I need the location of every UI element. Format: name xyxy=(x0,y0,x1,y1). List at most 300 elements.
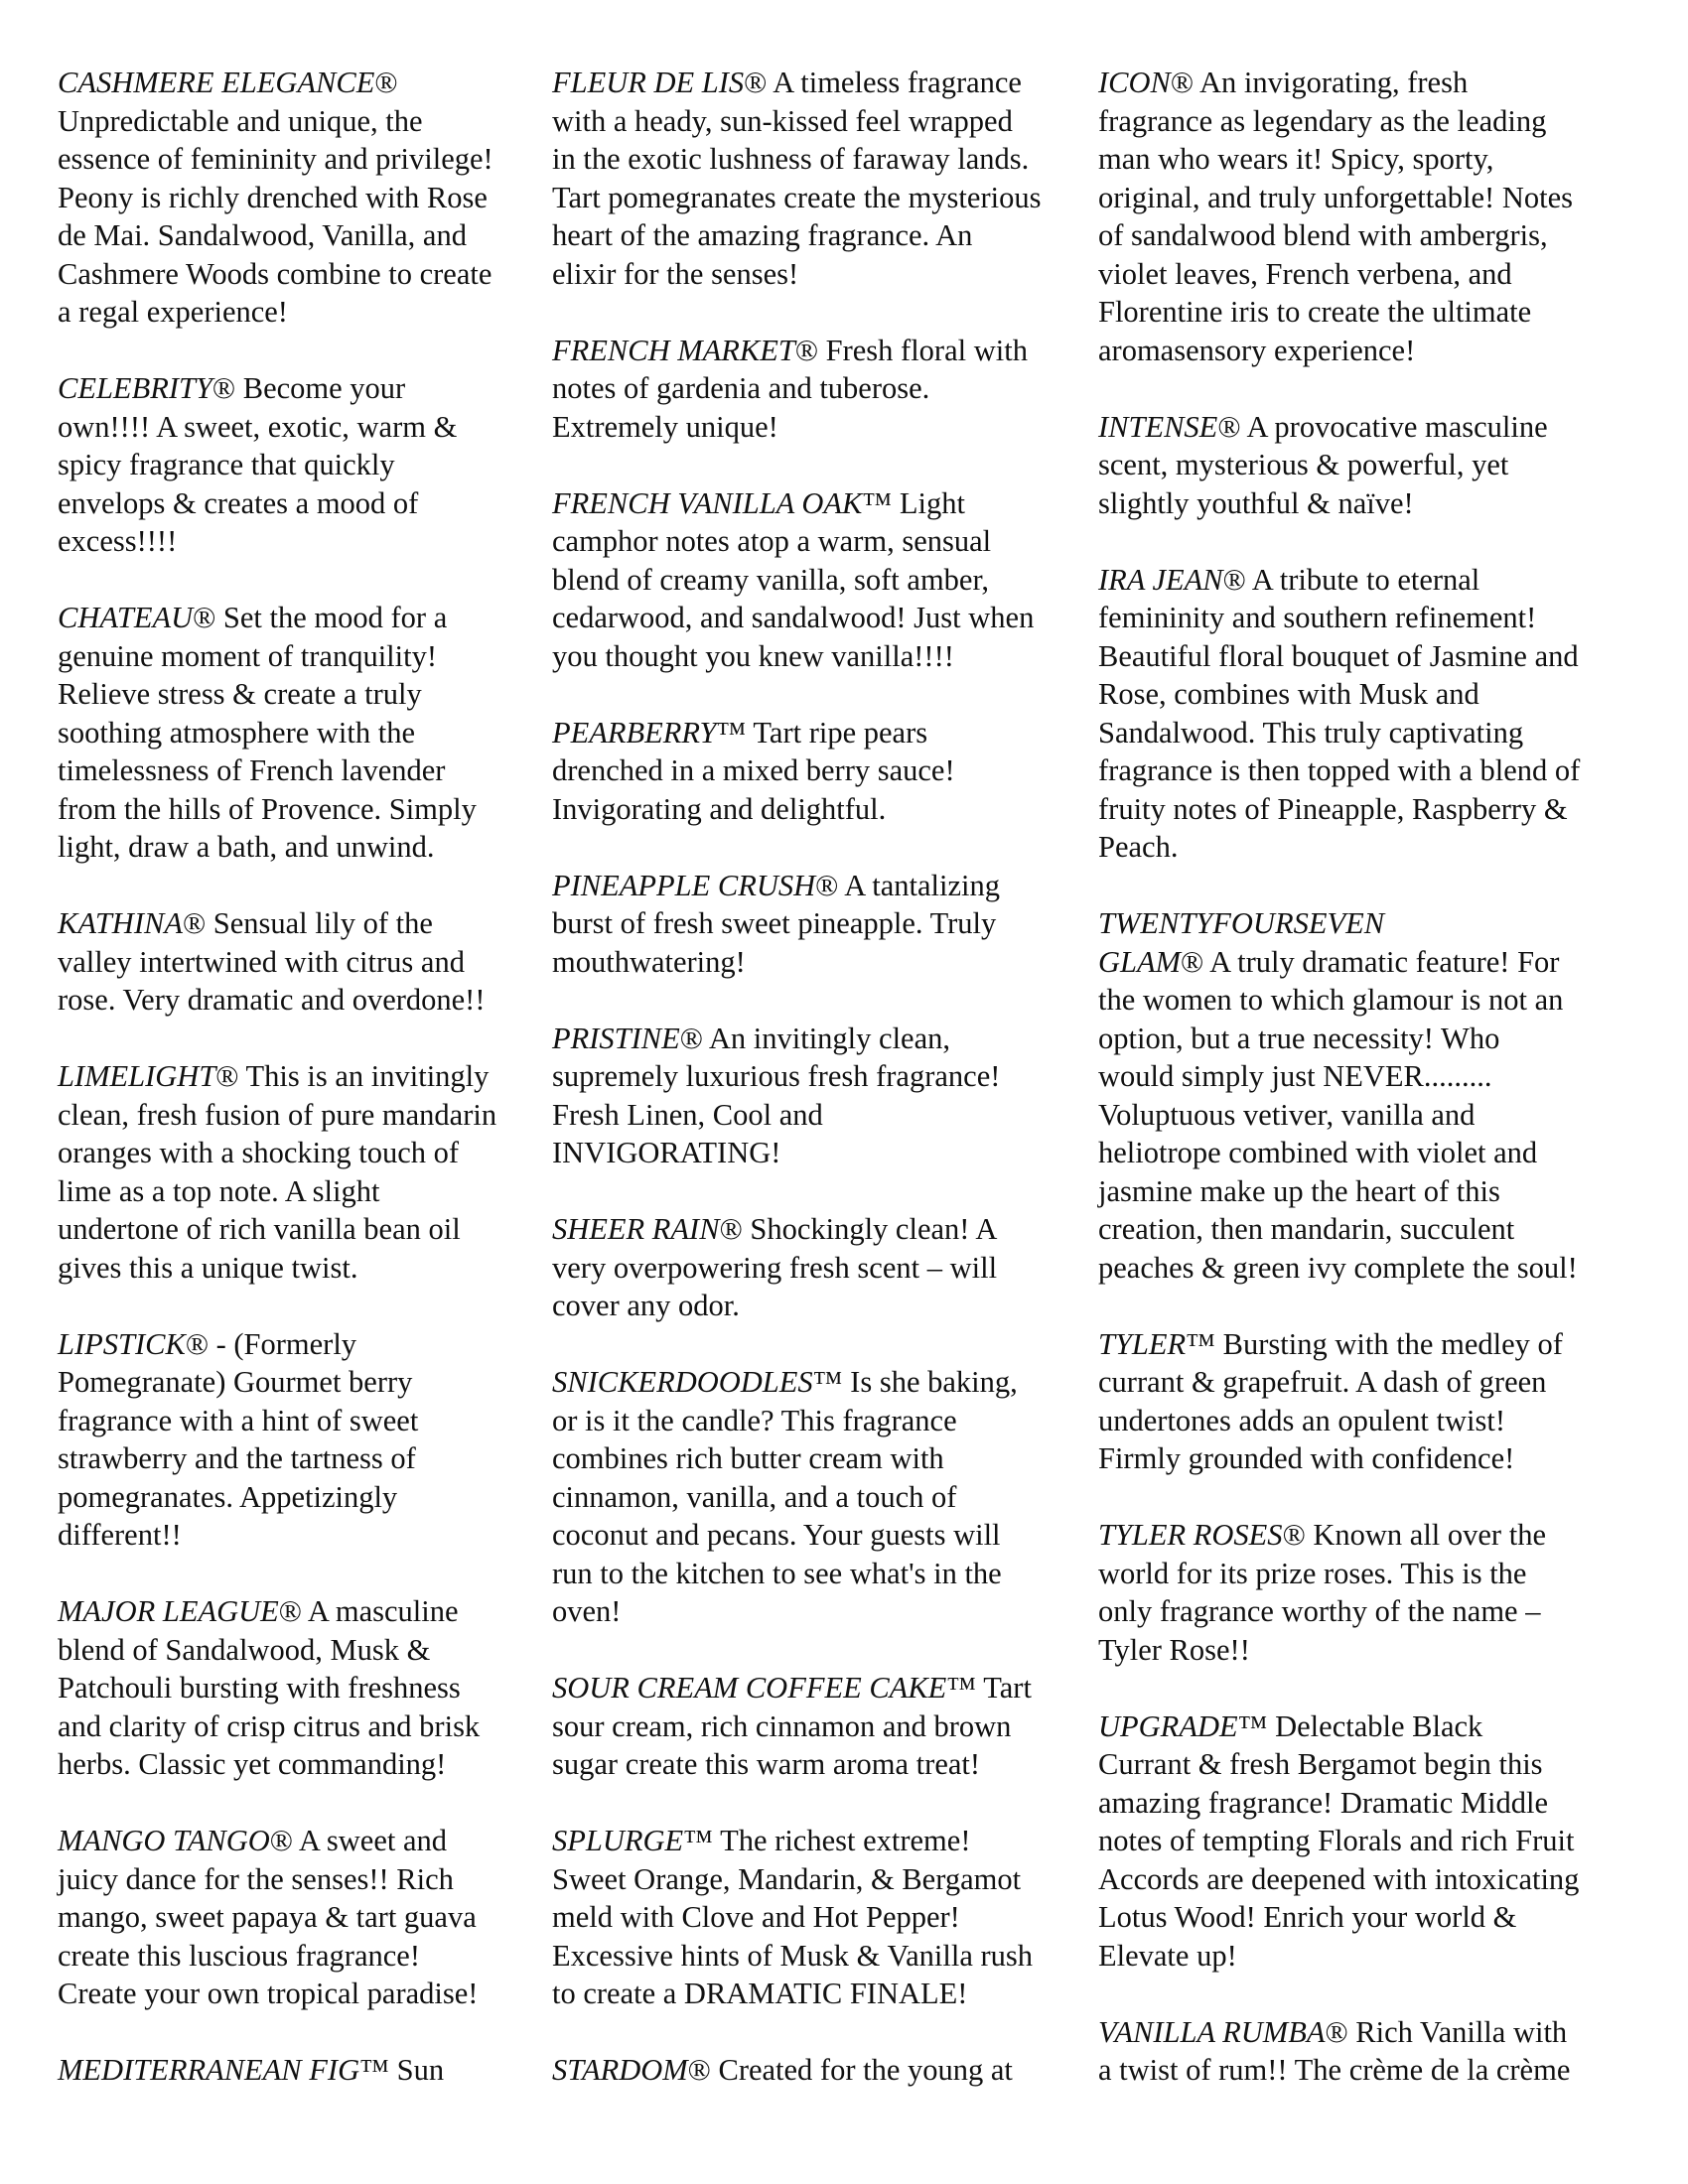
entry-line xyxy=(1098,1096,1639,1135)
description-text: lime as a top note. A slight xyxy=(58,1173,380,1208)
entry-line xyxy=(58,1439,546,1478)
description-text: herbs. Classic yet commanding! xyxy=(58,1747,447,1781)
entry-line xyxy=(552,1860,1088,1899)
description-text: soothing atmosphere with the xyxy=(58,715,416,750)
description-text: scent, mysterious & powerful, yet xyxy=(1098,448,1509,481)
entry-line xyxy=(1098,255,1639,294)
description-text: supremely luxurious fresh fragrance! xyxy=(552,1059,1001,1093)
fragrance-entry xyxy=(58,369,546,561)
description-text: undertones adds an opulent twist! xyxy=(1098,1403,1505,1437)
description-text: Peach. xyxy=(1098,830,1179,864)
fragrance-name: FRENCH VANILLA OAK xyxy=(552,485,863,520)
description-text: fruity notes of Pineapple, Raspberry & xyxy=(1098,791,1568,826)
fragrance-entry xyxy=(58,1057,546,1287)
description-text: timelessness of French lavender xyxy=(58,753,446,787)
entry-line xyxy=(552,1096,1088,1135)
entry-line xyxy=(552,751,1088,790)
fragrance-name: FRENCH MARKET xyxy=(552,333,795,367)
entry-line xyxy=(552,2051,1088,2090)
description-text: different!! xyxy=(58,1518,182,1552)
entry-line xyxy=(1098,1439,1639,1478)
description-text: jasmine make up the heart of this xyxy=(1098,1173,1500,1208)
fragrance-name: CHATEAU xyxy=(58,601,194,634)
description-text: oven! xyxy=(552,1594,622,1628)
entry-line xyxy=(552,255,1088,294)
entry-line xyxy=(58,484,546,523)
entry-line xyxy=(58,1631,546,1670)
description-text: Currant & fresh Bergamot begin this xyxy=(1098,1747,1543,1781)
description-text: fragrance as legendary as the leading xyxy=(1098,103,1547,138)
entry-line xyxy=(58,1860,546,1899)
fragrance-entry xyxy=(552,2051,1088,2090)
entry-line xyxy=(1098,446,1639,484)
entry-line xyxy=(58,1898,546,1937)
entry-line xyxy=(552,179,1088,217)
description-text: Elevate up! xyxy=(1098,1938,1237,1973)
description-text: man who wears it! Spicy, sporty, xyxy=(1098,142,1494,176)
entry-line xyxy=(552,1592,1088,1631)
description-text: only fragrance worthy of the name – xyxy=(1098,1594,1541,1628)
fragrance-name: CELEBRITY xyxy=(58,371,212,405)
description-text: fragrance is then topped with a blend of xyxy=(1098,753,1581,787)
description-text: Beautiful floral bouquet of Jasmine and xyxy=(1098,638,1579,673)
description-text: Rose, combines with Musk and xyxy=(1098,677,1479,711)
entry-line xyxy=(552,1555,1088,1593)
fragrance-entry xyxy=(58,2051,546,2090)
description-text: ® This is an invitingly xyxy=(215,1059,490,1093)
entry-line xyxy=(58,1325,546,1364)
description-text: aromasensory experience! xyxy=(1098,333,1416,367)
description-text: ™ Bursting with the medley of xyxy=(1186,1326,1563,1361)
entry-line xyxy=(1098,140,1639,179)
entry-line xyxy=(1098,408,1639,447)
fragrance-name: KATHINA xyxy=(58,906,183,940)
fragrance-entry xyxy=(552,1363,1088,1631)
description-text: rose. Very dramatic and overdone!! xyxy=(58,983,486,1017)
entry-line xyxy=(552,522,1088,561)
entry-line xyxy=(1098,637,1639,676)
description-text: ™ The richest extreme! xyxy=(683,1824,971,1857)
description-text: Lotus Wood! Enrich your world & xyxy=(1098,1900,1517,1934)
description-text: ® Fresh floral with xyxy=(794,333,1028,367)
description-text: ™ Tart xyxy=(946,1671,1032,1705)
fragrance-name: GLAM xyxy=(1098,944,1182,979)
entry-line xyxy=(58,1134,546,1172)
entry-line xyxy=(552,1134,1088,1172)
fragrance-entry xyxy=(552,332,1088,447)
entry-line xyxy=(1098,751,1639,790)
description-text: heart of the amazing fragrance. An xyxy=(552,218,973,252)
fragrance-entry xyxy=(1098,1325,1639,1478)
fragrance-entry xyxy=(1098,2013,1639,2090)
entry-line xyxy=(552,599,1088,637)
entry-line xyxy=(1098,1555,1639,1593)
entry-line xyxy=(58,675,546,714)
description-text: slightly youthful & naïve! xyxy=(1098,485,1414,520)
entry-line xyxy=(1098,1363,1639,1402)
entry-line xyxy=(1098,332,1639,370)
entry-line xyxy=(58,751,546,790)
entry-line xyxy=(552,408,1088,447)
description-text: to create a DRAMATIC FINALE! xyxy=(552,1977,968,2010)
fragrance-entry xyxy=(58,1325,546,1555)
description-text: Voluptuous vetiver, vanilla and xyxy=(1098,1097,1476,1132)
entry-line xyxy=(58,637,546,676)
description-text: in the exotic lushness of faraway lands. xyxy=(552,142,1030,176)
description-text: ® xyxy=(374,66,398,99)
description-text: own!!!! A sweet, exotic, warm & xyxy=(58,409,458,444)
entry-line xyxy=(58,408,546,447)
entry-line xyxy=(58,1975,546,2013)
entry-line xyxy=(1098,1210,1639,1249)
entry-line xyxy=(58,981,546,1020)
entry-line xyxy=(1098,1707,1639,1746)
description-text: undertone of rich vanilla bean oil xyxy=(58,1212,461,1246)
description-text: peaches & green ivy complete the soul! xyxy=(1098,1250,1578,1285)
fragrance-name: FLEUR DE LIS xyxy=(552,66,745,99)
fragrance-name: LIMELIGHT xyxy=(58,1059,216,1093)
description-text: sugar create this warm aroma treat! xyxy=(552,1747,981,1781)
entry-line xyxy=(1098,2051,1639,2090)
entry-line xyxy=(1098,1745,1639,1784)
description-text: world for its prize roses. This is the xyxy=(1098,1556,1527,1590)
fragrance-name: VANILLA RUMBA xyxy=(1098,2014,1326,2049)
description-text: cedarwood, and sandalwood! Just when xyxy=(552,601,1035,634)
description-text: Relieve stress & create a truly xyxy=(58,677,422,711)
entry-line xyxy=(58,1363,546,1402)
entry-line xyxy=(1098,1516,1639,1555)
entry-line xyxy=(58,1516,546,1555)
fragrance-name: TWENTYFOURSEVEN xyxy=(1098,906,1385,940)
description-text: pomegranates. Appetizingly xyxy=(58,1479,398,1514)
entry-line xyxy=(58,446,546,484)
entry-line xyxy=(1098,1592,1639,1631)
fragrance-entry xyxy=(552,1822,1088,2013)
entry-line xyxy=(58,1745,546,1784)
description-text: the women to which glamour is not an xyxy=(1098,983,1564,1017)
description-text: camphor notes atop a warm, sensual xyxy=(552,524,992,558)
description-text: of sandalwood blend with ambergris, xyxy=(1098,218,1548,252)
description-text: ® Known all over the xyxy=(1282,1518,1546,1552)
fragrance-entry xyxy=(1098,1707,1639,1976)
description-text: ® An invigorating, fresh xyxy=(1170,66,1469,99)
entry-line xyxy=(1098,904,1639,943)
entry-line xyxy=(552,484,1088,523)
description-text: or is it the candle? This fragrance xyxy=(552,1403,957,1437)
entry-line xyxy=(58,1057,546,1096)
entry-line xyxy=(1098,714,1639,752)
entry-line xyxy=(58,140,546,179)
fragrance-entry xyxy=(552,1210,1088,1325)
description-text: a twist of rum!! The crème de la crème xyxy=(1098,2053,1571,2087)
description-text: amazing fragrance! Dramatic Middle xyxy=(1098,1785,1549,1820)
entry-line xyxy=(1098,1057,1639,1096)
description-text: spicy fragrance that quickly xyxy=(58,448,395,481)
entry-line xyxy=(552,1745,1088,1784)
description-text: ® A timeless fragrance xyxy=(744,66,1022,99)
fragrance-name: UPGRADE xyxy=(1098,1708,1238,1743)
fragrance-name: INTENSE xyxy=(1098,409,1218,444)
fragrance-entry xyxy=(58,1592,546,1784)
entry-line xyxy=(552,1402,1088,1440)
description-text: ® A provocative masculine xyxy=(1217,409,1548,444)
description-text: Tart pomegranates create the mysterious xyxy=(552,180,1042,214)
description-text: sour cream, rich cinnamon and brown xyxy=(552,1708,1012,1743)
entry-line xyxy=(1098,943,1639,982)
fragrance-name: MANGO TANGO xyxy=(58,1824,270,1857)
entry-line xyxy=(58,216,546,255)
description-text: Tyler Rose!! xyxy=(1098,1632,1250,1667)
description-text: Sweet Orange, Mandarin, & Bergamot xyxy=(552,1861,1022,1896)
fragrance-entry xyxy=(552,64,1088,293)
description-text: currant & grapefruit. A dash of green xyxy=(1098,1365,1547,1399)
fragrance-name: STARDOM xyxy=(552,2053,688,2087)
fragrance-name: SPLURGE xyxy=(552,1824,684,1857)
description-text: valley intertwined with citrus and xyxy=(58,944,465,979)
entry-line xyxy=(1098,484,1639,523)
entry-line xyxy=(552,714,1088,752)
fragrance-name: MEDITERRANEAN FIG xyxy=(58,2053,360,2087)
entry-line xyxy=(1098,179,1639,217)
description-text: and clarity of crisp citrus and brisk xyxy=(58,1708,481,1743)
fragrance-name: PEARBERRY xyxy=(552,715,717,750)
description-text: ® Rich Vanilla with xyxy=(1325,2014,1568,2049)
description-text: ® Created for the young at xyxy=(687,2053,1013,2087)
entry-line xyxy=(58,1707,546,1746)
entry-line xyxy=(1098,1898,1639,1937)
fragrance-name: ICON xyxy=(1098,66,1171,99)
entry-line xyxy=(1098,1020,1639,1058)
description-text: ® A truly dramatic feature! For xyxy=(1181,944,1560,979)
fragrance-entry xyxy=(1098,1516,1639,1669)
description-text: Florentine iris to create the ultimate xyxy=(1098,295,1532,329)
entry-line xyxy=(552,216,1088,255)
entry-line xyxy=(1098,2013,1639,2052)
entry-line xyxy=(552,1898,1088,1937)
description-text: Firmly grounded with confidence! xyxy=(1098,1441,1515,1475)
description-text: strawberry and the tartness of xyxy=(58,1441,416,1475)
entry-line xyxy=(1098,216,1639,255)
description-text: excess!!!! xyxy=(58,524,178,558)
description-text: ® - (Formerly xyxy=(185,1326,357,1361)
description-text: notes of gardenia and tuberose. xyxy=(552,371,930,405)
description-text: from the hills of Provence. Simply xyxy=(58,791,477,826)
entry-line xyxy=(58,369,546,408)
entry-line xyxy=(1098,64,1639,102)
entry-line xyxy=(552,1669,1088,1707)
description-text: Peony is richly drenched with Rose xyxy=(58,180,488,214)
description-text: ™ Sun xyxy=(359,2053,445,2087)
entry-line xyxy=(552,943,1088,982)
column-right xyxy=(1098,64,1639,2127)
entry-line xyxy=(58,599,546,637)
entry-line xyxy=(58,1249,546,1288)
entry-line xyxy=(58,1937,546,1976)
entry-line xyxy=(1098,981,1639,1020)
entry-line xyxy=(552,369,1088,408)
entry-line xyxy=(552,102,1088,141)
description-text: coconut and pecans. Your guests will xyxy=(552,1518,1001,1552)
fragrance-name: TYLER xyxy=(1098,1326,1187,1361)
description-text: option, but a true necessity! Who xyxy=(1098,1021,1500,1055)
entry-line xyxy=(552,1210,1088,1249)
entry-line xyxy=(1098,561,1639,600)
description-text: blend of Sandalwood, Musk & xyxy=(58,1632,431,1667)
entry-line xyxy=(552,1937,1088,1976)
fragrance-entry xyxy=(552,1669,1088,1784)
entry-line xyxy=(1098,293,1639,332)
entry-line xyxy=(1098,828,1639,867)
entry-line xyxy=(1098,1325,1639,1364)
description-text: Pomegranate) Gourmet berry xyxy=(58,1365,413,1399)
entry-line xyxy=(58,102,546,141)
description-text: with a heady, sun-kissed feel wrapped xyxy=(552,103,1013,138)
fragrance-name: TYLER ROSES xyxy=(1098,1518,1283,1552)
entry-line xyxy=(1098,599,1639,637)
description-text: ® A masculine xyxy=(278,1594,459,1628)
entry-line xyxy=(58,714,546,752)
entry-line xyxy=(58,790,546,829)
fragrance-entry xyxy=(552,1020,1088,1172)
entry-line xyxy=(552,1249,1088,1288)
fragrance-entry xyxy=(58,64,546,332)
entry-line xyxy=(552,1975,1088,2013)
entry-line xyxy=(552,1707,1088,1746)
description-text: notes of tempting Florals and rich Fruit xyxy=(1098,1824,1575,1857)
entry-line xyxy=(552,1057,1088,1096)
description-text: Extremely unique! xyxy=(552,409,778,444)
description-text: you thought you knew vanilla!!!! xyxy=(552,638,954,673)
entry-line xyxy=(552,1516,1088,1555)
entry-line xyxy=(58,179,546,217)
entry-line xyxy=(552,790,1088,829)
description-text: violet leaves, French verbena, and xyxy=(1098,256,1512,291)
fragrance-name: IRA JEAN xyxy=(1098,562,1223,597)
description-text: oranges with a shocking touch of xyxy=(58,1136,460,1169)
description-text: Invigorating and delightful. xyxy=(552,791,887,826)
entry-line xyxy=(58,255,546,294)
fragrance-name: PRISTINE xyxy=(552,1021,680,1055)
entry-line xyxy=(58,828,546,867)
description-text: ™ Is she baking, xyxy=(812,1365,1018,1399)
entry-line xyxy=(1098,1784,1639,1823)
description-text: ® Shockingly clean! A xyxy=(719,1212,998,1246)
description-text: ™ Delectable Black xyxy=(1237,1708,1483,1743)
fragrance-name: SNICKERDOODLES xyxy=(552,1365,813,1399)
description-text: ® A sweet and xyxy=(269,1824,447,1857)
entry-line xyxy=(1098,102,1639,141)
entry-line xyxy=(552,637,1088,676)
description-text: ® A tantalizing xyxy=(815,868,1000,902)
description-text: cover any odor. xyxy=(552,1289,740,1322)
description-text: cinnamon, vanilla, and a touch of xyxy=(552,1479,957,1514)
entry-line xyxy=(552,561,1088,600)
description-text: meld with Clove and Hot Pepper! xyxy=(552,1900,960,1934)
entry-line xyxy=(58,522,546,561)
fragrance-entry xyxy=(552,714,1088,829)
description-text: gives this a unique twist. xyxy=(58,1250,358,1285)
fragrance-name: CASHMERE ELEGANCE xyxy=(58,66,375,99)
fragrance-entry xyxy=(1098,561,1639,867)
entry-line xyxy=(1098,1937,1639,1976)
entry-line xyxy=(1098,1402,1639,1440)
entry-line xyxy=(58,1592,546,1631)
fragrance-entry xyxy=(1098,904,1639,1287)
entry-line xyxy=(58,1210,546,1249)
column-left xyxy=(58,64,546,2127)
entry-line xyxy=(58,2051,546,2090)
fragrance-name: LIPSTICK xyxy=(58,1326,186,1361)
description-text: INVIGORATING! xyxy=(552,1136,781,1169)
fragrance-name: SHEER RAIN xyxy=(552,1212,720,1246)
entry-line xyxy=(58,1669,546,1707)
fragrance-entry xyxy=(1098,64,1639,369)
description-text: ® A tribute to eternal xyxy=(1222,562,1480,597)
description-text: very overpowering fresh scent – will xyxy=(552,1250,998,1285)
fragrance-entry xyxy=(58,599,546,867)
description-text: ® Become your xyxy=(211,371,406,405)
description-text: create this luscious fragrance! xyxy=(58,1938,420,1973)
description-text: ™ Light xyxy=(862,485,965,520)
description-text: femininity and southern refinement! xyxy=(1098,601,1537,634)
column-middle xyxy=(552,64,1088,2127)
entry-line xyxy=(552,1363,1088,1402)
fragrance-name: MAJOR LEAGUE xyxy=(58,1594,279,1628)
description-text: drenched in a mixed berry sauce! xyxy=(552,753,955,787)
description-text: juicy dance for the senses!! Rich xyxy=(58,1861,454,1896)
description-text: envelops & creates a mood of xyxy=(58,485,419,520)
entry-line xyxy=(1098,1134,1639,1172)
entry-line xyxy=(552,1478,1088,1517)
description-text: Cashmere Woods combine to create xyxy=(58,256,492,291)
description-text: heliotrope combined with violet and xyxy=(1098,1136,1538,1169)
description-text: fragrance with a hint of sweet xyxy=(58,1403,419,1437)
entry-line xyxy=(1098,675,1639,714)
description-text: genuine moment of tranquility! xyxy=(58,638,438,673)
entry-line xyxy=(1098,1249,1639,1288)
entry-line xyxy=(58,1402,546,1440)
description-text: creation, then mandarin, succulent xyxy=(1098,1212,1515,1246)
entry-line xyxy=(58,293,546,332)
entry-line xyxy=(1098,790,1639,829)
description-text: blend of creamy vanilla, soft amber, xyxy=(552,562,990,597)
entry-line xyxy=(58,1096,546,1135)
description-text: de Mai. Sandalwood, Vanilla, and xyxy=(58,218,467,252)
description-text: light, draw a bath, and unwind. xyxy=(58,830,435,864)
description-text: Excessive hints of Musk & Vanilla rush xyxy=(552,1938,1034,1973)
description-text: mouthwatering! xyxy=(552,944,746,979)
description-text: ® Sensual lily of the xyxy=(182,906,433,940)
fragrance-entry xyxy=(552,484,1088,676)
description-text: burst of fresh sweet pineapple. Truly xyxy=(552,906,997,940)
entry-line xyxy=(552,332,1088,370)
entry-line xyxy=(552,64,1088,102)
description-text: original, and truly unforgettable! Notes xyxy=(1098,180,1573,214)
fragrance-entry xyxy=(58,1822,546,2013)
fragrance-entry xyxy=(1098,408,1639,523)
description-text: essence of femininity and privilege! xyxy=(58,142,493,176)
entry-line xyxy=(58,1822,546,1860)
description-text: would simply just NEVER......... xyxy=(1098,1059,1492,1093)
fragrance-name: SOUR CREAM COFFEE CAKE xyxy=(552,1671,947,1705)
entry-line xyxy=(552,1287,1088,1325)
entry-line xyxy=(552,904,1088,943)
entry-line xyxy=(552,140,1088,179)
description-text: combines rich butter cream with xyxy=(552,1441,944,1475)
description-text: Fresh Linen, Cool and xyxy=(552,1097,823,1132)
description-text: run to the kitchen to see what's in the xyxy=(552,1556,1002,1590)
description-text: a regal experience! xyxy=(58,295,288,329)
